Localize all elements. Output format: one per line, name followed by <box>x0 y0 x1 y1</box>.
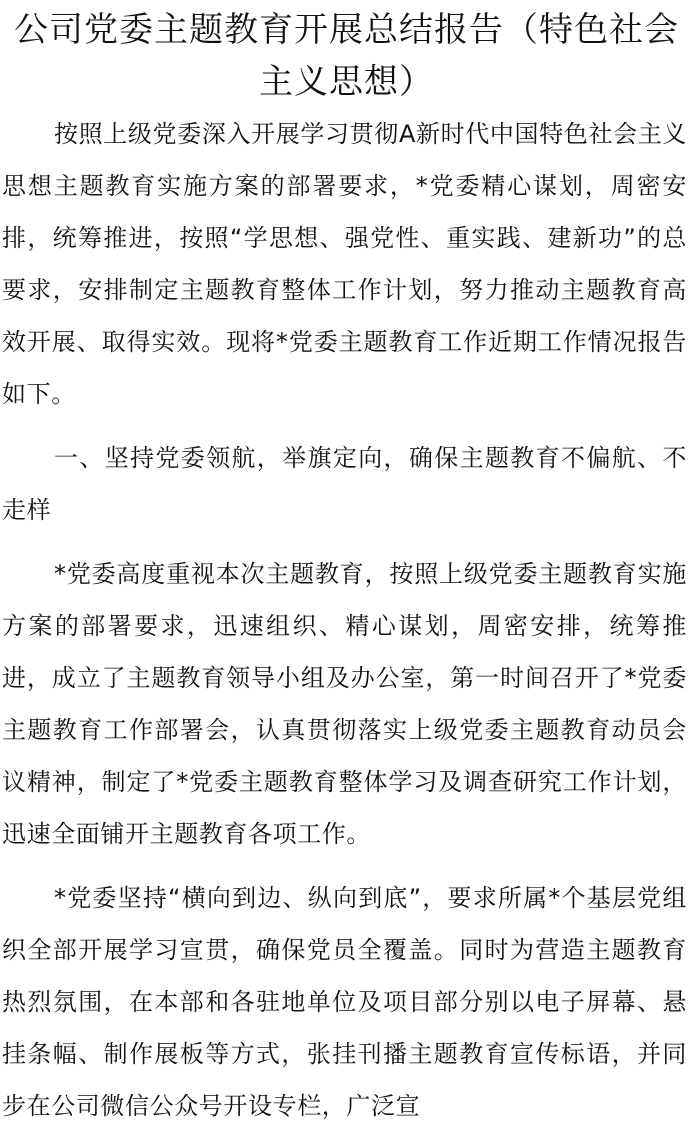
intro-paragraph: 按照上级党委深入开展学习贯彻A新时代中国特色社会主义思想主题教育实施方案的部署要求，*党委精心谋划，周密安排，统筹推进，按照“学思想、强党性、重实践、建新功”的总要求，安排制定主题教育整体工作计划，努力推动主题教育高效开展、取得实效。现将*党委主题教育工作近期工作情况报告如下。 <box>2 120 687 408</box>
body-paragraph: *党委坚持“横向到边、纵向到底”，要求所属*个基层党组织全部开展学习宣贯，确保党员全覆盖。同时为营造主题教育热烈氛围，在本部和各驻地单位及项目部分别以电子屏幕、悬挂条幅、制作展板等方式，张挂刊播主题教育宣传标语，并同步在公司微信公众号开设专栏，广泛宣 <box>2 884 687 1120</box>
body-paragraph: *党委高度重视本次主题教育，按照上级党委主题教育实施方案的部署要求，迅速组织、精心谋划，周密安排，统筹推进，成立了主题教育领导小组及办公室，第一时间召开了*党委主题教育工作部署会，认真贯彻落实上级党委主题教育动员会议精神，制定了*党委主题教育整体学习及调查研究工作计划，迅速全面铺开主题教育各项工作。 <box>2 560 687 848</box>
paragraph-spacer <box>0 860 693 872</box>
paragraph-spacer <box>0 420 693 432</box>
paragraph-spacer <box>0 536 693 548</box>
document-title: 公司党委主题教育开展总结报告（特色社会主义思想） <box>14 10 679 102</box>
section-heading: 一、坚持党委领航，举旗定向，确保主题教育不偏航、不走样 <box>2 444 687 524</box>
